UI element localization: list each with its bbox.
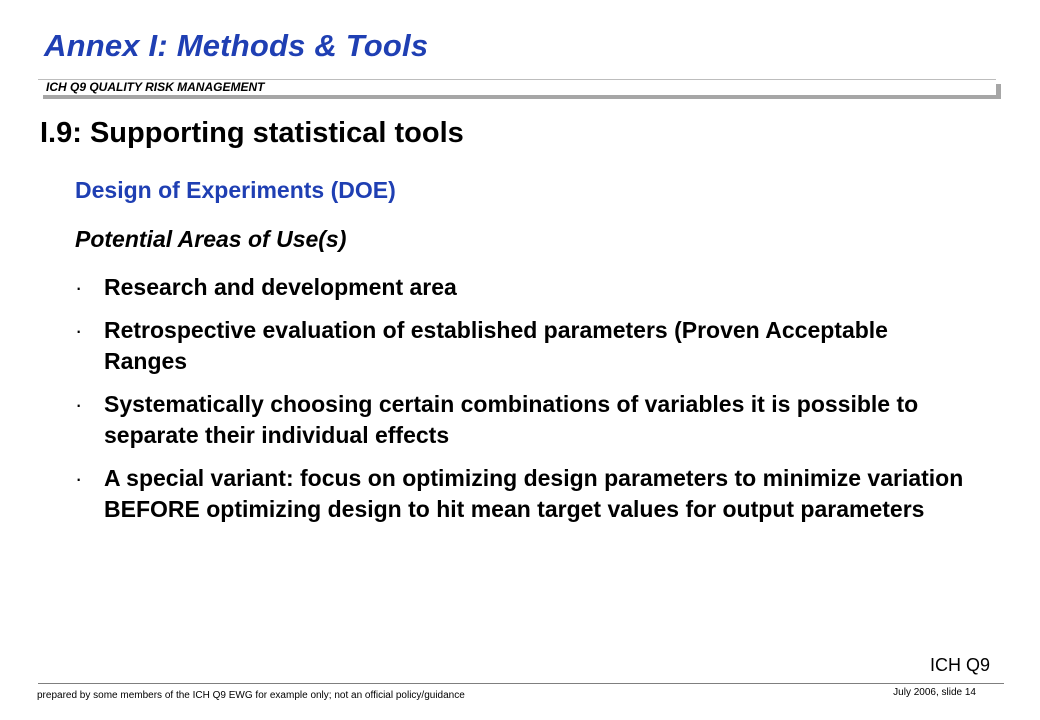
bullet-text: Systematically choosing certain combinations of variables it is possible to separate their individual effects — [104, 391, 919, 448]
footer-divider — [38, 683, 1004, 684]
footer-date-slide: July 2006, slide 14 — [893, 687, 976, 698]
bullet-list — [75, 272, 975, 537]
bullet-item — [75, 389, 975, 451]
section-title: I.9: Supporting statistical tools — [40, 117, 464, 149]
bullet-item — [75, 272, 975, 303]
bullet-icon: · — [75, 318, 83, 343]
banner-text: ICH Q9 QUALITY RISK MANAGEMENT — [46, 80, 265, 94]
banner — [38, 79, 996, 95]
subtitle: Design of Experiments (DOE) — [75, 177, 396, 203]
bullet-text: Retrospective evaluation of established parameters (Proven Acceptable Ranges — [104, 317, 888, 374]
areas-heading: Potential Areas of Use(s) — [75, 226, 347, 252]
bullet-item — [75, 315, 975, 377]
bullet-text: Research and development area — [104, 274, 457, 300]
ich-q9-label: ICH Q9 — [929, 655, 990, 675]
bullet-item — [75, 463, 975, 525]
bullet-icon: · — [75, 275, 83, 300]
bullet-text: A special variant: focus on optimizing design parameters to minimize variation BEFORE optimizing design to hit mean target values for output parameters — [104, 465, 964, 522]
bullet-icon: · — [75, 466, 83, 491]
annex-title: Annex I: Methods & Tools — [44, 28, 429, 63]
bullet-icon: · — [75, 392, 83, 417]
footer-disclaimer: prepared by some members of the ICH Q9 EWG for example only; not an official policy/guidance — [37, 690, 465, 701]
